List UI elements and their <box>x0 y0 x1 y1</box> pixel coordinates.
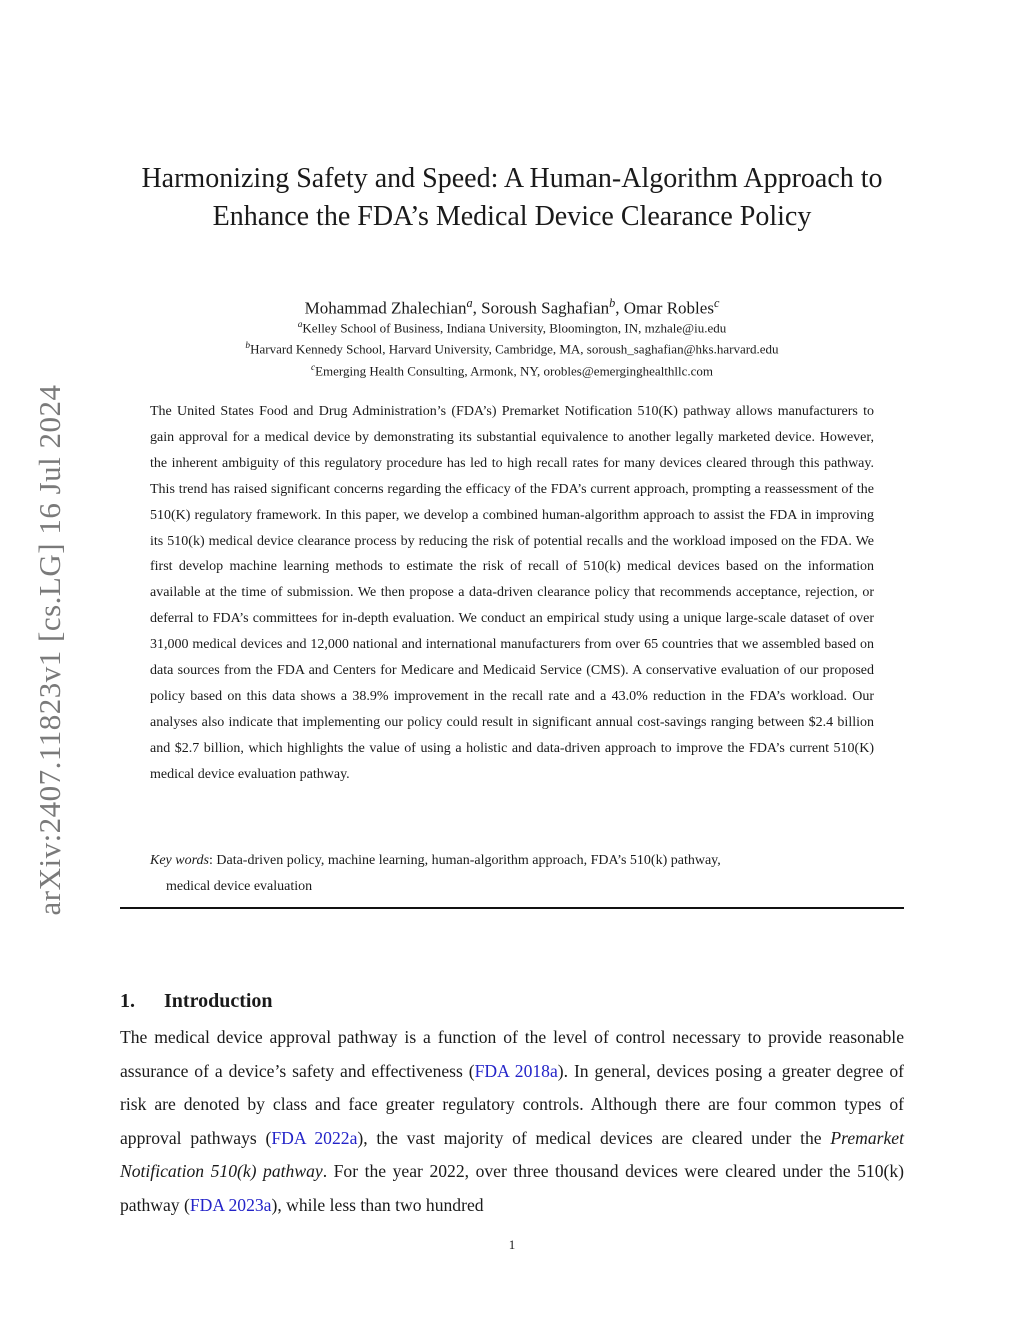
author-mark: b <box>609 296 616 310</box>
affiliation <box>120 359 904 380</box>
author-name: Soroush Saghafian <box>481 298 610 318</box>
paper-title: Harmonizing Safety and Speed: A Human-Algorithm Approach to Enhance the FDA’s Medical Device Clearance Policy <box>141 163 883 232</box>
author-mark: a <box>466 296 473 310</box>
section-divider <box>120 907 904 909</box>
section-number: 1. <box>120 990 135 1012</box>
affiliation-text: Emerging Health Consulting, Armonk, NY, orobles@emerginghealthllc.com <box>315 362 714 378</box>
citation-link[interactable]: FDA 2022a <box>271 1127 358 1148</box>
intro-paragraph <box>120 1021 904 1223</box>
affiliation-mark: c <box>310 362 316 373</box>
affiliation <box>120 337 904 358</box>
affiliation-mark: a <box>297 320 303 330</box>
section-title: Introduction <box>164 990 273 1012</box>
page-number: 1 <box>508 1237 516 1252</box>
keywords-label: Key words <box>150 853 209 868</box>
body-text-run: ). In general, devices posing a greater degree of risk are denoted by class and face greater regulatory controls. Although there are four common types of approval pathways ( <box>120 1060 904 1148</box>
emphasis-text: Premarket Notification 510(k) pathway <box>120 1127 904 1182</box>
author-mark: c <box>713 296 720 310</box>
keywords: Key words: Data-driven policy, machine learning, human-algorithm approach, FDA’s 510(k) pathway, medical device evaluation <box>150 848 874 900</box>
keywords-line: medical device evaluation <box>166 879 313 894</box>
author-name: Omar Robles <box>623 298 714 318</box>
affiliation <box>120 316 904 337</box>
body-text-run: ), the vast majority of medical devices are cleared under the <box>357 1127 831 1148</box>
keywords-line: Data-driven policy, machine learning, human-algorithm approach, FDA’s 510(k) pathway, <box>216 853 721 868</box>
abstract: The United States Food and Drug Administration’s (FDA’s) Premarket Notification 510(K) pathway allows manufacturers to gain approval for a medical device by demonstrating its substantial equivalence to another legally marketed device. However, the inherent ambiguity of this regulatory procedure has led to high recall rates for many devices cleared through this pathway. This trend has raised significant concerns regarding the efficacy of the FDA’s current approach, prompting a reassessment of the 510(K) regulatory framework. In this paper, we develop a combined human-algorithm approach to assist the FDA in improving its 510(k) medical device clearance process by reducing the risk of potential recalls and the workload imposed on the FDA. We first develop machine learning methods to estimate the risk of recall of 510(k) medical devices based on the information available at the time of submission. We then propose a data-driven clearance policy that recommends acceptance, rejection, or deferral to FDA’s committees for in-depth evaluation. We conduct an empirical study using a unique large-scale dataset of over 31,000 medical devices and 12,000 national and international manufacturers from over 65 countries that we assembled based on data sources from the FDA and Centers for Medicare and Medicaid Service (CMS). A conservative evaluation of our proposed policy based on this data shows a 38.9% improvement in the recall rate and a 43.0% reduction in the FDA’s workload. Our analyses also indicate that implementing our policy could result in significant annual cost-savings ranging between $2.4 billion and $2.7 billion, which highlights the value of using a holistic and data-driven approach to improve the FDA’s current 510(K) medical device evaluation pathway. <box>150 404 874 782</box>
body-text-run: ), while less than two hundred <box>271 1194 484 1215</box>
body-text-run: . For the year 2022, over three thousand devices were cleared under the 510(k) pathway ( <box>120 1161 905 1215</box>
citation-link[interactable]: FDA 2023a <box>189 1194 272 1215</box>
affiliation-mark: b <box>245 341 251 352</box>
arxiv-stamp: arXiv:2407.11823v1 [cs.LG] 16 Jul 2024 <box>32 384 67 916</box>
affiliation-text: Harvard Kennedy School, Harvard University, Cambridge, MA, soroush_saghafian@hks.harvard.edu <box>250 341 779 357</box>
section-heading <box>120 990 273 1013</box>
affiliation-list <box>120 316 904 380</box>
body-text-run: The medical device approval pathway is a function of the level of control necessary to provide reasonable assurance of a device’s safety and effectiveness ( <box>120 1027 904 1081</box>
author-list: Mohammad Zhalechian$^a$, Soroush Saghafian$^b$, Omar Robles$^c$ <box>304 296 720 318</box>
affiliation-text: Kelley School of Business, Indiana University, Bloomington, IN, mzhale@iu.edu <box>302 320 727 336</box>
citation-link[interactable]: FDA 2018a <box>474 1060 558 1081</box>
author-name: Mohammad Zhalechian <box>304 298 467 318</box>
